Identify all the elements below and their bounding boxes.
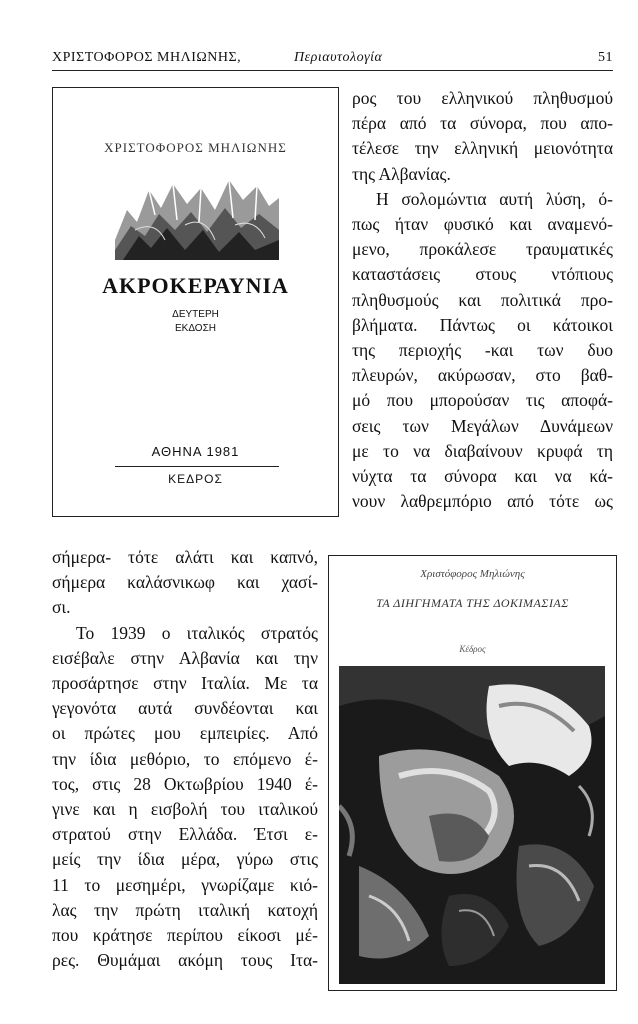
text-line: μείς την ίδια μέρα, γύρω στις: [52, 849, 318, 870]
text-line: τος, στις 28 Οκτωβρίου 1940 έ-: [52, 773, 318, 794]
text-line: σι.: [52, 597, 71, 618]
cover2-title: ΤΑ ΔΙΗΓΗΜΑΤΑ ΤΗΣ ΔΟΚΙΜΑΣΙΑΣ: [376, 596, 569, 610]
cover1-edition-line1: ΔΕΥΤΕΡΗ: [172, 309, 219, 320]
header-section: Περιαυτολογία: [294, 50, 383, 65]
cover1-publisher: ΚΕΔΡΟΣ: [168, 472, 223, 486]
text-line: σεις των Μεγάλων Δυνάμεων: [352, 415, 613, 436]
text-line: οι πρώτες μου εμπειρίες. Από: [52, 723, 318, 744]
text-line: 11 το μεσημέρι, γνωρίζαμε κιό-: [52, 874, 318, 895]
mountain-illustration: [115, 170, 279, 260]
page-number: 51: [598, 50, 613, 65]
text-line: ρος του ελληνικού πληθυσμού: [352, 88, 613, 108]
abstract-painting: [339, 666, 605, 984]
text-line: Η σολομώντια αυτή λύση, ό-: [376, 188, 613, 209]
text-line: ρες. Θυμάμαι ακόμη τους Ιτα-: [52, 950, 318, 971]
text-line: γεγονότα αυτά συνδέονται και: [52, 698, 318, 719]
cover1-author: ΧΡΙΣΤΟΦΟΡΟΣ ΜΗΛΙΩΝΗΣ: [104, 140, 287, 155]
text-line: πληθυσμούς και πολιτικά προ-: [352, 289, 613, 310]
header-author: ΧΡΙΣΤΟΦΟΡΟΣ ΜΗΛΙΩΝΗΣ,: [52, 50, 242, 65]
text-line: εισέβαλε στην Αλβανία και την: [52, 647, 318, 668]
text-line: γινε και η εισβολή του ιταλικού: [52, 799, 318, 819]
text-line: σήμερα καλάσνικωφ και χασί-: [52, 572, 318, 593]
cover1-edition-line2: ΕΚΔΟΣΗ: [175, 323, 216, 334]
text-line: στρατού στην Ελλάδα. Έτσι ε-: [52, 824, 318, 845]
text-line: σήμερα- τότε αλάτι και καπνό,: [52, 547, 318, 567]
cover2-author: Χριστόφορος Μηλιώνης: [420, 568, 525, 580]
text-line: πως ήταν φυσικό και αναμενό-: [352, 214, 613, 234]
text-line: πλευρών, ακύρωσαν, στο βαθ-: [352, 365, 613, 386]
text-line: της περιοχής -και των δυο: [352, 340, 613, 360]
cover1-title: ΑΚΡΟΚΕΡΑΥΝΙΑ: [102, 273, 289, 298]
text-line: προσάρτησε στην Ιταλία. Με τα: [52, 673, 318, 693]
text-line: πέρα από τα σύνορα, που απο-: [352, 113, 613, 134]
text-line: που κράτησε περίπου είκοσι μέ-: [52, 925, 318, 945]
text-line: τέλεσε την ελληνική μειονότητα: [352, 138, 613, 159]
running-header: [52, 50, 613, 70]
text-line: μενο, προκάλεσε τραυματικές: [352, 239, 613, 260]
text-line: καταστάσεις στους ντόπιους: [352, 264, 613, 285]
text-line: μό που μπορούσαν τις αποφά-: [352, 390, 613, 411]
text-line: της Αλβανίας.: [352, 163, 451, 184]
cover1-city-year: ΑΘΗΝΑ 1981: [151, 444, 240, 459]
cover1-edition: [53, 308, 338, 336]
book-cover-diigimata: [328, 555, 617, 991]
cover1-divider: [115, 466, 279, 467]
text-line: νύχτα τα σύνορα και να κά-: [352, 466, 613, 486]
cover2-publisher: Κέδρος: [459, 644, 486, 654]
text-line: λας την πρώτη ιταλική κατοχή: [52, 899, 318, 920]
text-line: βλήματα. Πάντως οι κάτοικοι: [352, 314, 613, 335]
text-line: με το να διαβαίνουν κρυφά τη: [352, 440, 613, 461]
text-line: την ίδια μεθόριο, το επόμενο έ-: [52, 748, 318, 769]
text-line: νουν λαθρεμπόριο από τότε ως: [352, 491, 613, 512]
book-cover-akrokeravnia: [52, 87, 339, 517]
text-line: Το 1939 ο ιταλικός στρατός: [76, 622, 318, 643]
header-rule: [52, 70, 613, 71]
